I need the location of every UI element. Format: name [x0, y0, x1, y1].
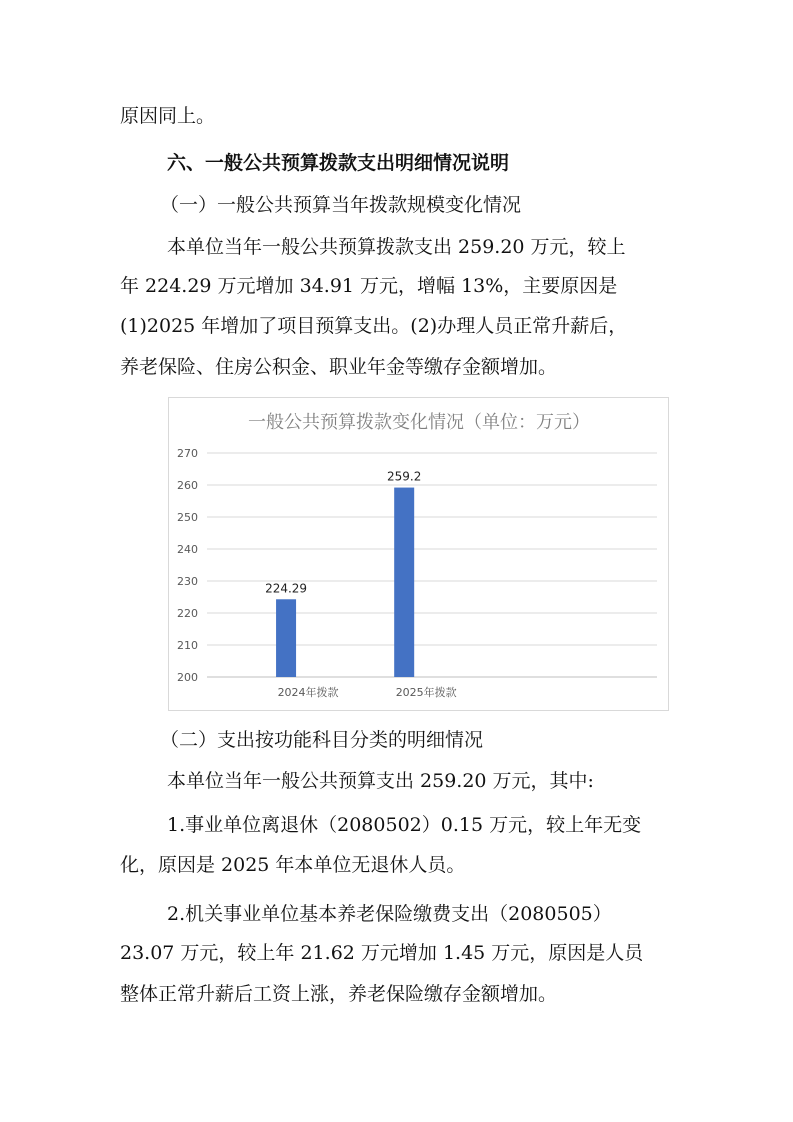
data-label: 259.2	[387, 469, 422, 484]
y-tick-label: 210	[177, 639, 198, 652]
text-line: (1)2025 年增加了项目预算支出。(2)办理人员正常升薪后，	[120, 315, 628, 337]
text-line: 原因同上。	[120, 105, 216, 127]
text-line: 1.事业单位离退休（2080502）0.15 万元，较上年无变	[167, 814, 642, 836]
y-tick-label: 220	[177, 607, 198, 620]
text-line: 2.机关事业单位基本养老保险缴费支出（2080505）	[167, 903, 612, 925]
text-line: 23.07 万元，较上年 21.62 万元增加 1.45 万元，原因是人员	[120, 942, 644, 964]
y-tick-label: 270	[177, 447, 198, 460]
y-tick-label: 250	[177, 511, 198, 524]
y-tick-label: 240	[177, 543, 198, 556]
text-line: 整体正常升薪后工资上涨，养老保险缴存金额增加。	[120, 983, 558, 1005]
text-line: 养老保险、住房公积金、职业年金等缴存金额增加。	[120, 356, 558, 378]
chart-title: 一般公共预算拨款变化情况（单位：万元）	[248, 412, 590, 433]
text-line: 化，原因是 2025 年本单位无退休人员。	[120, 854, 466, 876]
text-line: 本单位当年一般公共预算拨款支出 259.20 万元，较上	[167, 236, 626, 258]
y-tick-label: 230	[177, 575, 198, 588]
x-tick-label: 2024年拨款	[277, 686, 339, 699]
section-heading: 六、一般公共预算拨款支出明细情况说明	[167, 152, 510, 174]
bar	[394, 488, 414, 677]
bar-chart	[168, 397, 669, 711]
y-tick-label: 200	[177, 671, 198, 684]
text-line: 年 224.29 万元增加 34.91 万元，增幅 13%，主要原因是	[120, 275, 618, 297]
x-tick-label: 2025年拨款	[395, 686, 457, 699]
y-tick-label: 260	[177, 479, 198, 492]
text-line: 本单位当年一般公共预算支出 259.20 万元，其中:	[167, 770, 594, 792]
subsection-heading: （二）支出按功能科目分类的明细情况	[160, 729, 484, 751]
subsection-heading: （一）一般公共预算当年拨款规模变化情况	[160, 194, 522, 216]
chart-svg	[169, 398, 670, 712]
data-label: 224.29	[265, 581, 308, 596]
bar	[276, 599, 296, 677]
